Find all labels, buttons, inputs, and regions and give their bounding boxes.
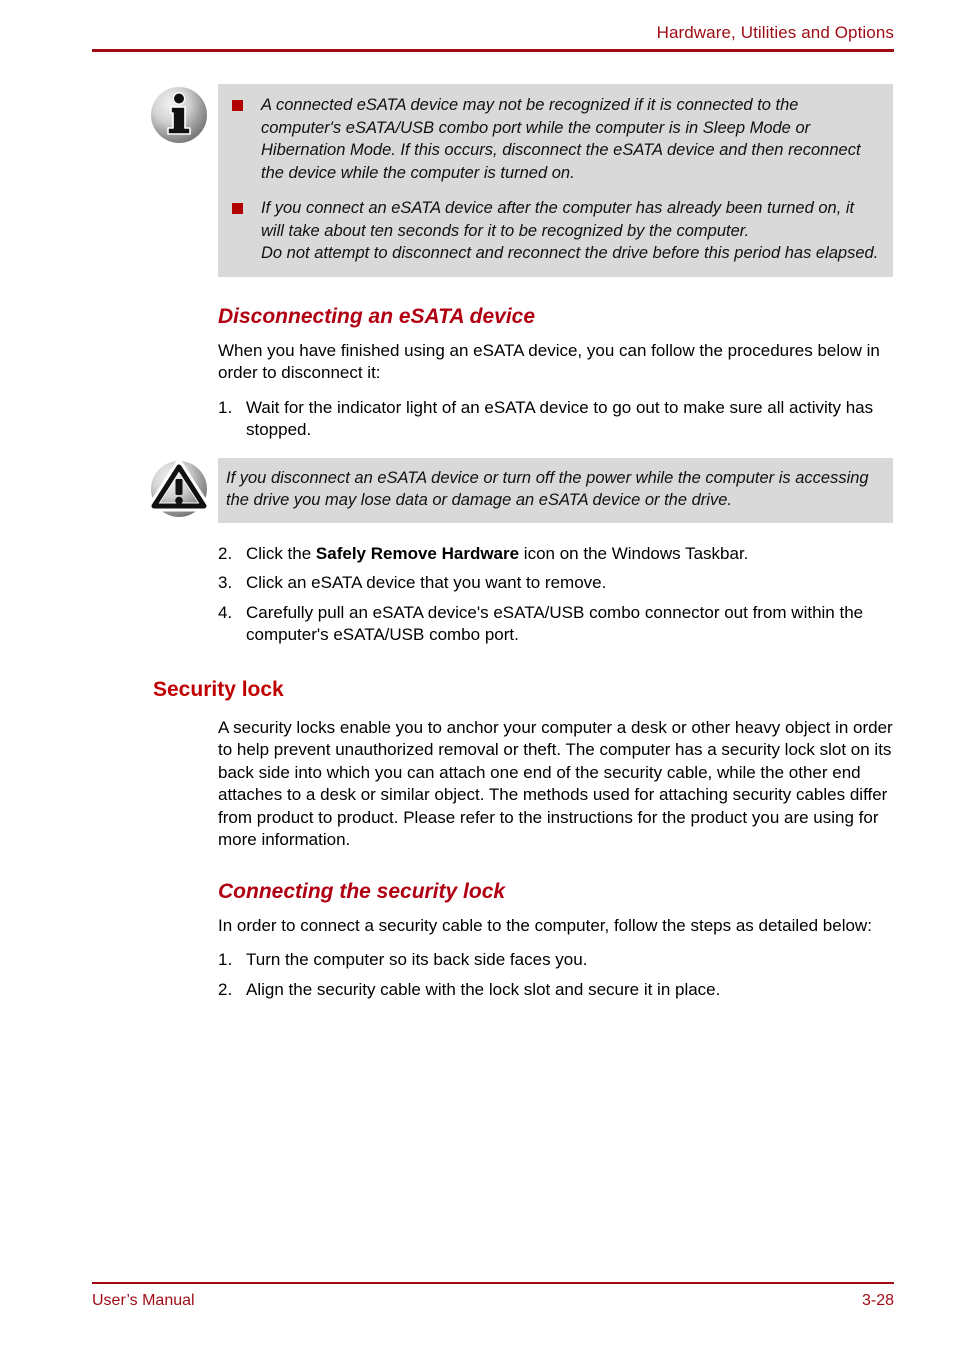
page-footer <box>92 1282 894 1311</box>
header-title: Hardware, Utilities and Options <box>656 23 894 42</box>
security-lock-section <box>153 677 894 703</box>
footer-manual-label: User’s Manual <box>92 1292 195 1309</box>
list-item-number: 1. <box>218 397 233 417</box>
note-box-body <box>218 84 893 277</box>
list-item-text: Click an eSATA device that you want to remove. <box>246 573 607 592</box>
page-header <box>92 22 894 52</box>
caution-box-body <box>218 458 893 523</box>
note-bullet-text: A connected eSATA device may not be recognized if it is connected to the computer's eSATA/USB combo port while the computer is in Sleep Mode or Hibernation Mode. If this occurs, disconnect the eSATA device and then reconnect the device while the computer is turned on. <box>261 96 861 182</box>
info-icon <box>148 84 210 146</box>
list-item-text-before: Click the <box>246 543 316 563</box>
security-lock-body <box>218 717 894 852</box>
note-box <box>0 84 954 277</box>
list-item-number: 2. <box>218 979 233 999</box>
list-item-number: 2. <box>218 543 233 563</box>
list-item-text: Turn the computer so its back side faces you. <box>246 950 588 969</box>
connecting-security-lock-section <box>218 878 894 1002</box>
note-bullet-extra-text: Do not attempt to disconnect and reconnect the drive before this period has elapsed. <box>261 244 879 262</box>
note-bullet-text: If you connect an eSATA device after the computer has already been turned on, it will take about ten seconds for it to be recognized by the computer. <box>261 199 855 240</box>
list-item-text: Wait for the indicator light of an eSATA device to go out to make sure all activity has stopped. <box>246 397 874 439</box>
numbered-list <box>218 543 894 647</box>
footer-page-number: 3-28 <box>861 1292 894 1309</box>
list-item-number: 4. <box>218 602 233 622</box>
list-item <box>218 572 894 595</box>
page-content <box>0 84 954 1001</box>
caution-box <box>0 458 954 523</box>
connecting-heading: Connecting the security lock <box>218 879 506 903</box>
connecting-steps-list <box>218 949 894 1001</box>
list-item <box>218 543 894 566</box>
list-item <box>218 949 894 972</box>
list-item-bold-term: Safely Remove Hardware <box>315 543 520 563</box>
list-item-text: Carefully pull an eSATA device's eSATA/USB combo connector out from within the computer's eSATA/USB combo port. <box>246 602 864 644</box>
security-lock-heading: Security lock <box>153 677 284 701</box>
disconnect-steps-list-part1 <box>218 397 894 442</box>
list-item-number: 3. <box>218 573 233 592</box>
disconnect-intro-text: When you have finished using an eSATA device, you can follow the procedures below in order to disconnect it: <box>218 340 880 382</box>
note-bullet-item <box>232 94 879 184</box>
list-item <box>218 602 894 647</box>
square-bullet-icon <box>232 203 243 214</box>
footer-row <box>92 1291 894 1311</box>
caution-text: If you disconnect an eSATA device or turn off the power while the computer is accessing the drive you may lose data or damage an eSATA device or the drive. <box>226 468 869 509</box>
disconnect-steps-list-part2 <box>218 543 894 647</box>
list-item <box>218 397 894 442</box>
disconnect-section <box>218 303 894 442</box>
header-divider <box>92 49 894 52</box>
note-bullet-text-group <box>261 197 879 265</box>
list-item-text: Align the security cable with the lock slot and secure it in place. <box>246 979 721 999</box>
list-item-number: 1. <box>218 950 233 969</box>
footer-divider <box>92 1282 894 1284</box>
list-item <box>218 979 894 1002</box>
connecting-intro-text: In order to connect a security cable to the computer, follow the steps as detailed below: <box>218 915 872 935</box>
note-bullet-item <box>232 197 879 265</box>
security-lock-paragraph: A security locks enable you to anchor your computer a desk or other heavy object in order to help prevent unauthorized removal or theft. The computer has a security lock slot on its back side into which you can attach one end of the security cable, while the other end attaches to a desk or similar object. The methods used for attaching security cables differ from product to product. Please refer to the instructions for the product you are using for more information. <box>218 717 893 849</box>
disconnect-heading: Disconnecting an eSATA device <box>218 304 536 328</box>
list-item-text <box>246 543 894 566</box>
list-item-text-after: icon on the Windows Taskbar. <box>519 543 749 563</box>
caution-triangle-icon <box>148 458 210 520</box>
square-bullet-icon <box>232 100 243 111</box>
